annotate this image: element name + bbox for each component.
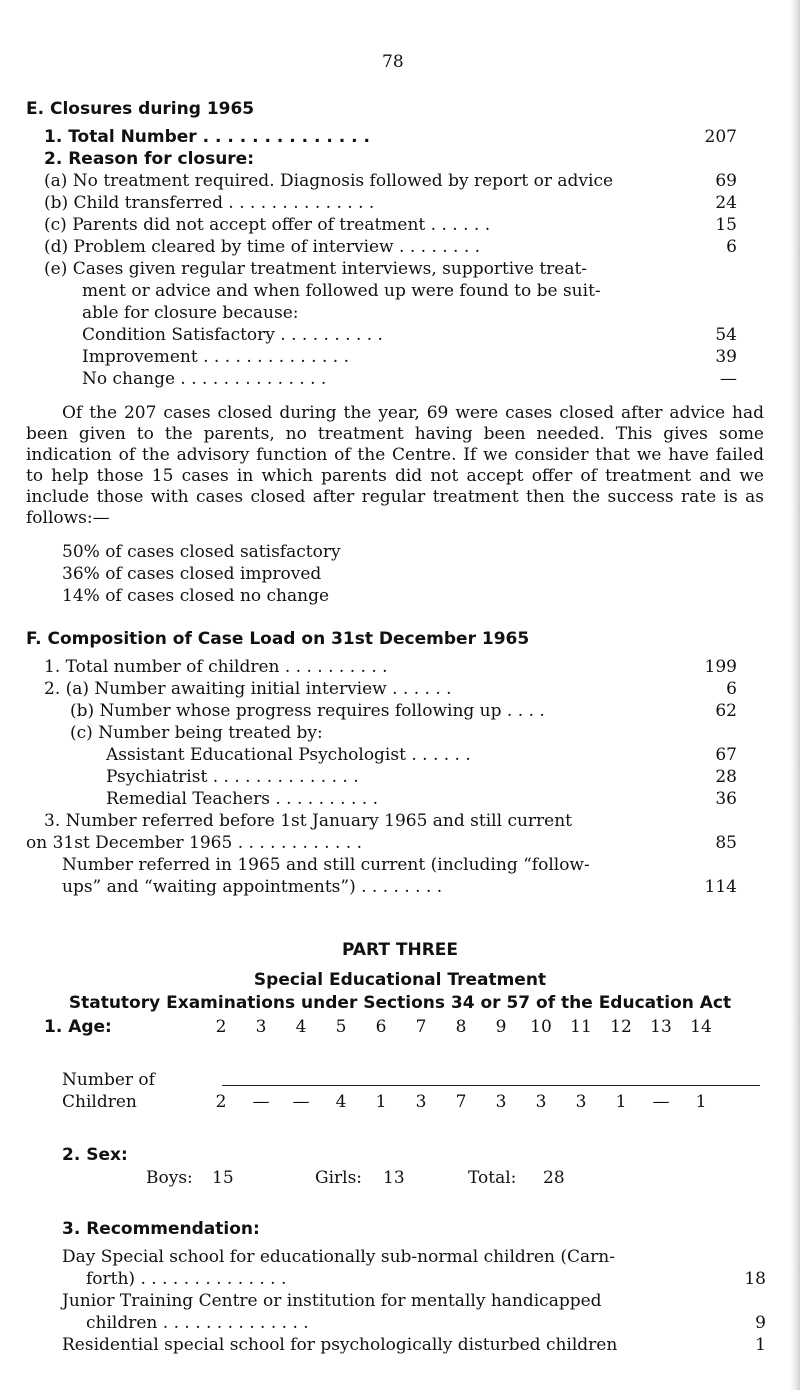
count-value: 1 <box>375 1092 387 1112</box>
f-row-aep-label: Assistant Educational Psychologist . . . . . . <box>106 745 471 765</box>
age-values-row <box>0 1017 800 1037</box>
rec-row-dss-label-2: forth) . . . . . . . . . . . . . . <box>86 1269 287 1289</box>
e-row-improvement-label: Improvement . . . . . . . . . . . . . . <box>82 347 350 367</box>
rec-row-dss-label-1: Day Special school for educationally sub-normal children (Carn- <box>62 1247 615 1267</box>
count-value: 1 <box>695 1092 707 1112</box>
age-value: 4 <box>295 1017 307 1037</box>
total-label: Total: <box>468 1168 517 1188</box>
e-row-a-value: 69 <box>715 171 737 191</box>
e-row-d-label: (d) Problem cleared by time of interview . . . . . . . . <box>44 237 481 257</box>
f-row-3-label-2: on 31st December 1965 . . . . . . . . . . . . <box>26 833 362 853</box>
count-value: — <box>292 1092 310 1112</box>
e-row-satisfactory-value: 54 <box>715 325 737 345</box>
children-label: Children <box>62 1092 137 1112</box>
sex-heading: 2. Sex: <box>62 1145 128 1165</box>
page-number: 78 <box>382 52 404 72</box>
girls-label: Girls: <box>315 1168 363 1188</box>
rec-row-jtc-label-1: Junior Training Centre or institution for mentally handicapped <box>62 1291 602 1311</box>
statutory-heading: Statutory Examinations under Sections 34 or 57 of the Education Act <box>68 993 732 1013</box>
e-row-satisfactory-label: Condition Satisfactory . . . . . . . . . . <box>82 325 383 345</box>
boys-value: 15 <box>212 1168 234 1188</box>
f-row-1965-label-1: Number referred in 1965 and still current (including “follow- <box>62 855 590 875</box>
count-value: — <box>652 1092 670 1112</box>
e-row-b-value: 24 <box>715 193 737 213</box>
e-rate-satisfactory: 50% of cases closed satisfactory <box>62 542 341 562</box>
f-row-aep-value: 67 <box>715 745 737 765</box>
e-row-nochange-value: — <box>720 369 737 389</box>
age-value: 5 <box>335 1017 347 1037</box>
e-row-e-label-3: able for closure because: <box>82 303 299 323</box>
e-row-total-label: 1. Total Number . . . . . . . . . . . . . . <box>44 127 370 147</box>
age-value: 7 <box>415 1017 427 1037</box>
e-row-improvement-value: 39 <box>715 347 737 367</box>
e-row-a-label: (a) No treatment required. Diagnosis followed by report or advice <box>44 171 614 191</box>
age-value: 2 <box>215 1017 227 1037</box>
age-value: 9 <box>495 1017 507 1037</box>
e-rate-nochange: 14% of cases closed no change <box>62 586 330 606</box>
e-row-d-value: 6 <box>726 237 737 257</box>
f-row-c-label: (c) Number being treated by: <box>70 723 323 743</box>
f-row-b-label: (b) Number whose progress requires following up . . . . <box>70 701 545 721</box>
e-row-c-value: 15 <box>715 215 737 235</box>
count-value: — <box>252 1092 270 1112</box>
e-row-b-label: (b) Child transferred . . . . . . . . . . . . . . <box>44 193 375 213</box>
age-value: 3 <box>255 1017 267 1037</box>
count-value: 3 <box>495 1092 507 1112</box>
e-rate-improved: 36% of cases closed improved <box>62 564 322 584</box>
f-row-3-value: 85 <box>715 833 737 853</box>
rec-row-jtc-label-2: children . . . . . . . . . . . . . . <box>86 1313 309 1333</box>
f-row-total-value: 199 <box>704 657 737 677</box>
f-row-remedial-label: Remedial Teachers . . . . . . . . . . <box>106 789 379 809</box>
rec-row-residential-value: 1 <box>755 1335 766 1355</box>
age-value: 8 <box>455 1017 467 1037</box>
f-row-total-label: 1. Total number of children . . . . . . . . . . <box>44 657 388 677</box>
e-row-total-value: 207 <box>704 127 737 147</box>
rec-row-dss-value: 18 <box>744 1269 766 1289</box>
e-row-e-label-1: (e) Cases given regular treatment interviews, supportive treat- <box>44 259 588 279</box>
f-row-3-label-1: 3. Number referred before 1st January 1965 and still current <box>44 811 573 831</box>
recommendation-heading: 3. Recommendation: <box>62 1219 260 1239</box>
f-row-a-label: 2. (a) Number awaiting initial interview . . . . . . <box>44 679 452 699</box>
f-row-1965-value: 114 <box>704 877 737 897</box>
count-value: 2 <box>215 1092 227 1112</box>
count-value: 3 <box>415 1092 427 1112</box>
count-value: 3 <box>575 1092 587 1112</box>
boys-label: Boys: <box>146 1168 193 1188</box>
f-row-1965-label-2: ups” and “waiting appointments”) . . . . . . . . <box>62 877 443 897</box>
count-value: 3 <box>535 1092 547 1112</box>
children-counts-row <box>0 1092 800 1112</box>
age-value: 11 <box>570 1017 592 1037</box>
total-value: 28 <box>543 1168 565 1188</box>
count-value: 4 <box>335 1092 347 1112</box>
section-e-heading: E. Closures during 1965 <box>26 99 255 119</box>
f-row-b-value: 62 <box>715 701 737 721</box>
age-value: 14 <box>690 1017 712 1037</box>
girls-value: 13 <box>383 1168 405 1188</box>
f-row-a-value: 6 <box>726 679 737 699</box>
e-paragraph: Of the 207 cases closed during the year, 69 were cases closed after advice had been given to the parents, no treatment having been needed. This gives some indication of the advisory function of the Centre. If we consider that we have failed to help those 15 cases in which parents did not accept offer of treatment and we include those with cases closed after regular treatment then the success rate is as follows:— <box>26 403 764 528</box>
e-row-reason-heading: 2. Reason for closure: <box>44 149 255 169</box>
f-row-remedial-value: 36 <box>715 789 737 809</box>
f-row-psychiatrist-value: 28 <box>715 767 737 787</box>
e-row-e-label-2: ment or advice and when followed up were found to be suit- <box>82 281 601 301</box>
age-value: 10 <box>530 1017 552 1037</box>
page-edge-shadow <box>790 0 800 1390</box>
age-value: 13 <box>650 1017 672 1037</box>
section-f-heading: F. Composition of Case Load on 31st December 1965 <box>26 629 530 649</box>
part-three-subtitle: Special Educational Treatment <box>253 970 547 990</box>
part-three-title: PART THREE <box>341 940 459 960</box>
table-rule <box>222 1085 760 1086</box>
e-row-c-label: (c) Parents did not accept offer of treatment . . . . . . <box>44 215 491 235</box>
e-row-nochange-label: No change . . . . . . . . . . . . . . <box>82 369 327 389</box>
f-row-psychiatrist-label: Psychiatrist . . . . . . . . . . . . . . <box>106 767 359 787</box>
count-value: 7 <box>455 1092 467 1112</box>
age-value: 12 <box>610 1017 632 1037</box>
age-label: 1. Age: <box>44 1017 112 1037</box>
number-of-label: Number of <box>62 1070 155 1090</box>
age-value: 6 <box>375 1017 387 1037</box>
rec-row-residential-label: Residential special school for psychologically disturbed children <box>62 1335 618 1355</box>
rec-row-jtc-value: 9 <box>755 1313 766 1333</box>
count-value: 1 <box>615 1092 627 1112</box>
